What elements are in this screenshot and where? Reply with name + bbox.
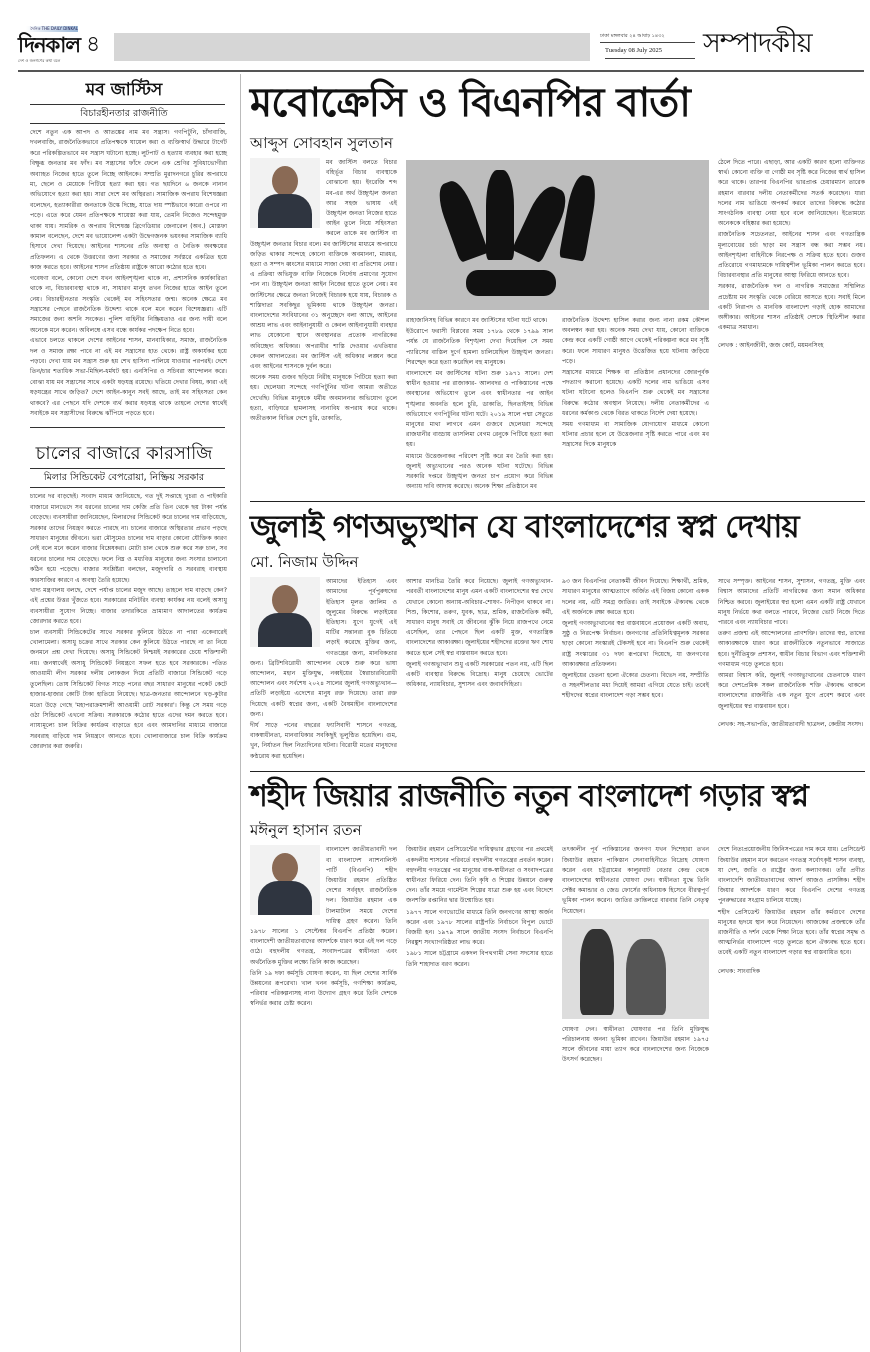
author-note: লেখক : আইনজীবী, জজ কোর্ট, ময়মনসিংহ [718,342,824,350]
editorial-body [30,128,227,419]
article-paragraph: বাংলাদেশে মব জাস্টিসের ঘটনা শুরু ১৯৭১ সালে। দেশ স্বাধীন হওয়ার পর রাজাকার- আলবদর ও পাকিস্তানের পক্ষে অবস্থানের অভিযোগ তুলে এবং স্বাধীনতার পর আইন শৃঙ্খলার অবনতি হলে চুরি, ডাকাতি, ছিনতাইসহ বিভিন্ন অভিযোগে গণপিটুনির ঘটনা ঘটে। ২০১৯ সালে পদ্মা সেতুতে মানুষের মাথা লাগবে এমন গুজবে ছেলেধরা সন্দেহে রাজধানীর বাড্ডায় তাসলিমা বেগম রেনুকে পিটিয়ে হত্যা করা হয়। [406,370,553,449]
subtitle-divider [30,487,225,488]
article-headline[interactable]: মবোক্রেসি ও বিএনপির বার্তা [250,80,690,126]
article-byline: মঈনুল হাসান রতন [250,821,362,840]
article-paragraph: মব জাস্টিস বলতে বিচার বহির্ভূত বিচার ব্যবস্থাকে বোঝানো হয়। ইংরেজি শব্দ মব-এর অর্থ উচ্ছৃঙ্খল জনতা আর সহজ ভাষায় এই উচ্ছৃঙ্খল জনতা নিজের হাতে আইন তুলে নিয়ে সহিংসতা করলে তাকে মব জাস্টিস বা উচ্ছৃঙ্খল জনতার বিচার বলে। মব জাস্টিসের মাধ্যমে অপরাধে জড়িত থাকার সন্দেহে কোনো ব্যক্তিকে অবমাননা, মারধর, হত্যা ও সম্পদ ধ্বংসের মাধ্যমে সাজা দেয়া বা প্রতিশোধ নেয়া। এ প্রক্রিয়া অভিযুক্ত ব্যক্তি নিজেকে নির্দোষ প্রমাণের সুযোগ পান না। উচ্ছৃঙ্খল জনতা আইন নিজের হাতে তুলে নেয়। মব জাস্টিসের ক্ষেত্রে জনতা নিজেই বিচারক হয়ে যায়, বিচারক ও শাস্তিদাতা সবকিছুর ভূমিকায় থাকে উচ্ছৃঙ্খল জনতা। বাংলাদেশের সংবিধানের ৩১ অনুচ্ছেদে বলা আছে, আইনের আশ্রয় লাভ এবং আইনানুযায়ী ও কেবল আইনানুযায়ী ব্যবহার লাভ যেকোনো স্থানে অবস্থানরত প্রত্যেক নাগরিকের অবিচ্ছেদ্য অধিকার। অপরাধীর শাস্তি দেওয়ার এখতিয়ার কেবল আদালতের। মব জাস্টিস এই অধিকার লঙ্ঘন করে এবং আইনের শাসনকে দুর্বল করে। [250,159,397,371]
mob-illustration [406,160,709,310]
logo-tag: দৈনিক THE DAILY DINKAL [26,26,78,32]
text-column [406,158,553,493]
article-paragraph: জুলাইয়ের চেতনা হলো ঐক্যের চেতনা। বিভেদ নয়, সম্প্রীতি ও সহনশীলতার মধ্য দিয়েই আমরা এগিয়ে যেতে চাই। তবেই শহীদদের স্বপ্নের বাংলাদেশ গড়া সম্ভব হবে। [562,672,709,700]
article-paragraph: রাজনৈতিক উদ্দেশ্য হাসিল করার জন্য নানা রকম কৌশল অবলম্বন করা হয়। অনেক সময় দেখা যায়, কোনো ব্যক্তিকে কেন্দ্র করে একটি গোষ্ঠী আগে থেকেই পরিকল্পনা করে মব সৃষ্টি করে। ফলে সাধারণ মানুষও উত্তেজিত হয়ে ঘটনায় জড়িয়ে পড়ে। [562,317,709,365]
article-paragraph: জিয়াউর রহমান প্রেসিডেন্টের দায়িত্বভার গ্রহণের পর প্রথমেই একদলীয় শাসনের পরিবর্তে বহুদলীয় গণতন্ত্রের প্রবর্তন করেন। বহুদলীয় গণতন্ত্রের পর মানুষের বাক-স্বাধীনতা ও সংবাদপত্রের স্বাধীনতা ফিরিয়ে দেন। তিনি কৃষি ও শিল্পের উন্নয়নে গুরুত্ব দেন। তাঁর সময়ে গার্মেন্টস শিল্পের যাত্রা শুরু হয় এবং বিদেশে জনশক্তি রপ্তানির দ্বার উন্মোচিত হয়। [406,846,553,905]
article-body [250,845,865,1066]
zia-photo [562,919,709,1019]
article-paragraph: জুলাই গণঅভ্যুত্থানের স্বপ্ন বাস্তবায়নে প্রয়োজন একটি অবাধ, সুষ্ঠু ও নিরপেক্ষ নির্বাচন। জনগণের প্রতিনিধিত্বমূলক সরকার ছাড়া কোনো সংস্কারই টেকসই হবে না। বিএনপি শুরু থেকেই রাষ্ট্র সংস্কারের ৩১ দফা রূপরেখা দিয়েছে, যা জনগণের আকাঙ্ক্ষার প্রতিফলন। [562,620,709,668]
author-note: লেখক: সাংবাদিক [718,967,761,975]
editorial-paragraph: খাদ্য মন্ত্রণালয় বলছে, দেশে পর্যাপ্ত চালের মজুদ আছে। তাহলে দাম বাড়ছে কেন? এই প্রশ্নের উত্তর খুঁজতে হবে। সরকারের মনিটরিং ব্যবস্থা কার্যকর নয় বলেই অসাধু ব্যবসায়ীরা সুযোগ নিচ্ছে। বাজার তদারকিতে ভ্রাম্যমাণ আদালতের কার্যক্রম জোরদার করতে হবে। [30,587,227,626]
article-paragraph: তরুণ প্রজন্ম এই আন্দোলনের প্রাণশক্তি। তাদের স্বপ্ন, তাদের আকাঙ্ক্ষাকে ধারণ করে রাজনীতিকে নতুনভাবে সাজাতে হবে। দুর্নীতিমুক্ত প্রশাসন, স্বাধীন বিচার বিভাগ এবং শক্তিশালী গণমাধ্যম গড়ে তুলতে হবে। [718,630,865,668]
date-bangla: ঢাকা মঙ্গলবার ২৪ আষাঢ় ১৪৩২ [600,32,695,43]
article-headline[interactable]: জুলাই গণঅভ্যুত্থান যে বাংলাদেশের স্বপ্ন দেখায় [250,509,799,546]
article-paragraph: তিনি ১৯ দফা কর্মসূচি ঘোষণা করেন, যা ছিল দেশের সার্বিক উন্নয়নের রূপরেখা। খাল খনন কর্মসূচি, গণশিক্ষা কার্যক্রম, পরিবার পরিকল্পনাসহ নানা উদ্যোগ গ্রহণ করে তিনি দেশকে স্বনির্ভর করার চেষ্টা করেন। [250,969,397,1008]
article-paragraph: সাথে সম্পৃক্ত। আইনের শাসন, সুশাসন, গণতন্ত্র, মুক্তি এবং বিশ্বাস আমাদের প্রতিটি নাগরিকের জন্য সমান অধিকার নিশ্চিত করবে। জুলাইয়ের স্বপ্ন হলো এমন একটি রাষ্ট্র যেখানে মানুষ নির্ভয়ে কথা বলতে পারবে, নিজের ভোট নিজে দিতে পারবে এবং ন্যায়বিচার পাবে। [718,578,865,627]
text-column [250,158,397,425]
text-column [250,577,397,763]
text-column [406,845,553,970]
article-paragraph: রাহাজানিসহ বিভিন্ন কারণে মব জাস্টিসের ঘটনা ঘটে থাকে। [406,317,548,324]
text-column [562,845,709,1066]
editorial-subtitle: মিলার সিন্ডিকেট বেপরোয়া, নিষ্ক্রিয় সরকার [43,472,205,484]
article-paragraph: আমরা বিশ্বাস করি, জুলাই গণঅভ্যুত্থানের চেতনাকে ধারণ করে দেশপ্রেমিক সকল রাজনৈতিক শক্তি ঐক্যবদ্ধ থাকলে বাংলাদেশের রাজনীতি এক নতুন যুগে প্রবেশ করবে এবং জুলাইয়ের স্বপ্ন বাস্তবায়ন হবে। [718,672,865,710]
article-body [250,158,865,493]
text-column [406,577,553,691]
author-photo [250,845,320,915]
text-column [718,845,865,976]
editorial-body [30,492,227,752]
editorial-paragraph: চালের দর বাড়ছেই। সংবাদ মাধ্যম জানিয়েছে, গত দুই সপ্তাহে খুচরা ও পাইকারি বাজারে মানভেদে সব ধরনের চালের দাম কেজি প্রতি তিন থেকে ছয় টাকা পর্যন্ত বেড়েছে। ব্যবসায়ীরা জানিয়েছেন, মিলারদের সিন্ডিকেট করে চালের দাম বাড়িয়েছে, সরকার তাদের নিয়ন্ত্রণ করতে পারছে না। চালের বাজারে অস্থিরতার প্রভাব পড়ছে সাধারণ মানুষের জীবনে। ভরা মৌসুমেও চালের দাম বাড়ার কোনো যৌক্তিক কারণ নেই বলে মনে করেন বাজার বিশ্লেষকরা। মোটা চাল থেকে শুরু করে সরু চাল, সব ধরনের চালের দাম বেড়েছে। ফলে নিম্ন ও মধ্যবিত্ত মানুষের জন্য সংসার চালানো কঠিন হয়ে পড়েছে। বাজার সংশ্লিষ্টরা বলছেন, মজুদদারি ও সরবরাহ ব্যবস্থায় কারসাজির কারণে এ অবস্থা তৈরি হয়েছে। [30,493,228,584]
editorial-paragraph: গবেষণা বলে, কোনো দেশে যখন আইনশৃঙ্খলা থাকে না, প্রশাসনিক কার্যকারিতা থাকে না, বিচারব্যবস্থা থাকে না, সাধারণ মানুষ তখন নিজের হাতে আইন তুলে নেয়। বিচারহীনতার সংস্কৃতি থেকেই মব সহিংসতার জন্ম। অনেক ক্ষেত্রে মব সন্ত্রাসের পেছনে রাজনৈতিক উদ্দেশ্য থাকে বলে মনে করেন বিশেষজ্ঞরা। এটি সমাজের জন্য অশনি সংকেত। পুলিশ বাহিনীর নিষ্ক্রিয়তাও এর জন্য দায়ী বলে অনেকে মনে করেন। অবিলম্বে এসব বন্ধে কার্যকর পদক্ষেপ নিতে হবে। [30,274,227,334]
author-photo [250,577,320,647]
article-paragraph: বাংলাদেশ জাতীয়তাবাদী দল বা বাংলাদেশ ন্যাশনালিস্ট পার্টি (বিএনপি) শহীদ জিয়াউর রহমান প্রতিষ্ঠিত দেশের সর্ববৃহৎ রাজনৈতিক দল। জিয়াউর রহমান এক টালমাটাল সময়ে দেশের দায়িত্ব গ্রহণ করেন। তিনি ১৯৭৮ সালের ১ সেপ্টেম্বর বিএনপি প্রতিষ্ঠা করেন। বাংলাদেশী জাতীয়তাবাদের আদর্শকে ধারণ করে এই দল গড়ে ওঠে। বহুদলীয় গণতন্ত্র, সংবাদপত্রের স্বাধীনতা এবং অর্থনৈতিক মুক্তির লক্ষ্যে তিনি কাজ করেছেন। [250,846,397,966]
text-column [718,158,865,352]
header-divider [18,70,864,72]
title-divider [30,104,225,105]
article-paragraph: সময় গণমাধ্যম বা সামাজিক যোগাযোগ মাধ্যমে কোনো ঘটনার প্রচার হলে যে উত্তেজনার সৃষ্টি করতে পারে এবং মব সন্ত্রাসের দিকে মানুষকে [562,421,709,449]
article-paragraph: ঠেলে দিতে পারে। এছাড়া, আর একটি কারণ হলো ব্যক্তিগত স্বার্থ। কোনো ব্যক্তি বা গোষ্ঠী মব সৃষ্টি করে নিজের স্বার্থ হাসিল করে থাকে। তারপর বিএনপির ভারপ্রাপ্ত চেয়ারম্যান তারেক রহমান বারবার দলীয় নেতাকর্মীদের সতর্ক করেছেন। যারা দলের নাম ভাঙিয়ে অপকর্ম করবে তাদের বিরুদ্ধে কঠোর সাংগঠনিক ব্যবস্থা নেয়া হবে বলে জানিয়েছেন। ইতোমধ্যে অনেককে বহিষ্কার করা হয়েছে। [718,159,865,228]
article-paragraph: আমাদের ইতিহাস এবং আমাদের পূর্বপুরুষদের ইতিহাস মূলত জালিম ও জুলুমের বিরুদ্ধে লড়াইয়ের ইতিহাস। যুগে যুগেই এই মাটির সন্তানরা বুক চিতিয়ে লড়াই করেছে মুক্তির জন্য, গণতন্ত্রের জন্য, মানবিকতার জন্য। ব্রিটিশবিরোধী আন্দোলন থেকে শুরু করে ভাষা আন্দোলন, মহান মুক্তিযুদ্ধ, নব্বইয়ের স্বৈরাচারবিরোধী আন্দোলন এবং সর্বশেষ ২০২৪ সালের জুলাই গণঅভ্যুত্থান—প্রতিটি লড়াইয়ে এদেশের মানুষ রক্ত দিয়েছে। তারা রক্ত দিয়েছে একটি স্বপ্নের জন্য, একটি বৈষম্যহীন বাংলাদেশের জন্য। [250,578,397,718]
article-divider [250,501,865,502]
author-photo [250,158,320,228]
ad-placeholder [114,33,590,61]
article-paragraph: ১৯৮১ সালে চট্টগ্রামে একদল বিপথগামী সেনা সদস্যের হাতে তিনি শাহাদাত বরণ করেন। [406,950,553,968]
article-byline: মো. নিজাম উদ্দিন [250,553,359,572]
text-column [250,845,397,1010]
page-number: ৪ [86,32,101,57]
main-articles [250,78,865,1067]
article-body [250,577,865,763]
article-byline: আব্দুস সোবহান সুলতান [250,134,393,152]
article-paragraph: মাধ্যমে উত্তেজনাকর পরিবেশ সৃষ্টি করে মব তৈরি করা হয়। জুলাই অভ্যুত্থানের পরও অনেক ঘটনা ঘটেছে। বিভিন্ন সরকারি দপ্তরে উচ্ছৃঙ্খল জনতা চাপ প্রয়োগ করে বিভিন্ন অন্যায় দাবি আদায় করেছে। অনেক শিক্ষা প্রতিষ্ঠানে মব [406,452,553,491]
article-headline[interactable]: শহীদ জিয়ার রাজনীতি নতুন বাংলাদেশ গড়ার স্বপ্ন [250,778,808,814]
logo-text: দিনকাল [18,32,81,57]
text-column [718,577,865,730]
article-paragraph: ইউরোপে ফরাসী বিপ্লবের সময় ১৭৮৯ থেকে ১৭৯৯ সাল পর্যন্ত যে রাজনৈতিক বিশৃঙ্খলা দেখা দিয়েছিল সে সময় প্যারিসের বাস্তিল দুর্গে হামলা চালিয়েছিল উচ্ছৃঙ্খল জনতা। শিরশ্ছেদ করে হত্যা করেছিল বহু মানুষকে। [406,328,553,366]
article-paragraph: জুলাই গণঅভ্যুত্থান শুধু একটি সরকারের পতন নয়, এটি ছিল একটি ব্যবস্থার বিরুদ্ধে বিদ্রোহ। মানুষ চেয়েছে ভোটের অধিকার, ন্যায়বিচার, সুশাসন এবং জবাবদিহিতা। [406,660,553,689]
article-divider [250,771,865,772]
editorial-paragraph: চাল ব্যবসায়ী সিন্ডিকেটের সাথে সরকার কুলিয়ে উঠতে না পারা একেবারেই খোলামেলা। অসাধু চক্রের সাথে সরকার কেন কুলিয়ে উঠতে পারছে না তা নিয়ে জনমনে প্রশ্ন দেখা দিয়েছে। অসাধু সিন্ডিকেট নিশ্চয়ই সরকারের চেয়ে শক্তিশালী নয়। জনস্বার্থেই অসাধু সিন্ডিকেট নিয়ন্ত্রণে সফল হতে হবে সরকারকে। পতিত আওয়ামী লীগ সরকার দলীয় লোকজন দিয়ে প্রতিটি বাজারে সিন্ডিকেট গড়ে তুলেছিল। তোষ সিন্ডিকেট বিগত সাড়ে পনের বছর সাধারণ মানুষের পকেট কেটে হাজার-হাজার কোটি টাকা হাতিয়ে নিয়েছে। ছাত্র-জনতার আন্দোলনে খড়-কুটার মতো উড়ে গেছে 'মহাপরাক্রমশালী আওয়ামী রোট সরকার'। কিন্তু সে সময় গড়ে ওঠা সিন্ডিকেট এখনো সক্রিয়। সরকারকে কঠোর হাতে এদের দমন করতে হবে। ন্যায্যমূল্যে চাল বিক্রির কার্যক্রম বাড়াতে হবে এবং আমদানির মাধ্যমে বাজারে সরবরাহ বাড়িয়ে দাম নিয়ন্ত্রণে আনতে হবে। খোলাবাজারে চাল বিক্রি কার্যক্রম জোরদার করা জরুরি। [30,628,227,751]
editorial-divider [30,427,225,428]
editorial-gap [18,430,230,442]
article-paragraph: দেশে নিত্যপ্রয়োজনীয় জিনিসপত্রের দাম কমে যায়। প্রেসিডেন্ট জিয়াউর রহমান মনে করতেন গণতন্ত্র সর্বোৎকৃষ্ট শাসন ব্যবস্থা, যা দেশ, জাতি ও রাষ্ট্রের জন্য কল্যাণকর। তাঁর প্রণীত বাংলাদেশি জাতীয়তাবাদের আদর্শ আজও প্রাসঙ্গিক। শহীদ জিয়ার আদর্শকে ধারণ করে বিএনপি দেশের গণতন্ত্র পুনরুদ্ধারের সংগ্রাম চালিয়ে যাচ্ছে। [718,846,865,905]
article-paragraph: অনেক সময় গুজব ছড়িয়ে নিরীহ মানুষকে পিটিয়ে হত্যা করা হয়। ছেলেধরা সন্দেহে গণপিটুনির ঘটনা আমরা অতীতে দেখেছি। বিভিন্ন মানুষকে ধর্মীয় অবমাননার অভিযোগ তুলে হত্যা, বাড়িঘরে হামলাসহ নানাবিধ অপরাধ করে থাকে। অতীতকাল বিভিন্ন দেশে চুরি, ডাকাতি, [250,374,397,423]
logo-slogan: দেশ ও জনগণের কথা বলে [18,58,61,63]
section-title: সম্পাদকীয় [703,28,812,59]
article-paragraph: রাজনৈতিক সচেতনতা, আইনের শাসন এবং গণতান্ত্রিক মূল্যবোধের চর্চা ছাড়া মব সন্ত্রাস বন্ধ করা সম্ভব নয়। আইনশৃঙ্খলা বাহিনীকে নিরপেক্ষ ও সক্রিয় হতে হবে। গুজব প্রতিরোধে গণমাধ্যমকে দায়িত্বশীল ভূমিকা পালন করতে হবে। বিচারব্যবস্থার প্রতি মানুষের আস্থা ফিরিয়ে আনতে হবে। [718,231,865,280]
editorial-paragraph: দেশে নতুন এক আপদ ও আতঙ্কের নাম মব সন্ত্রাস। গণপিটুনি, চাঁদাবাজি, দখলবাজি, রাজনৈতিকভাবে প্রতিপক্ষকে ঘায়েল করা ও ব্যক্তিস্বার্থ উদ্ধারে টার্গেট করে পরিকল্পিতভাবে মব সন্ত্রাস ঘটানো হচ্ছে। লুটপাট ও হত্যায় ব্যবহার করা হচ্ছে বিক্ষুব্ধ জনতার মব ফাঁদ। মব সন্ত্রাসের ফাঁদে ফেলে এক শ্রেণির সুবিধাভোগীরা অব্যাহত নিজের হাতে তুলে নিচ্ছে আইনকে। সম্প্রতি মুরাদনগরে চুরির অপরাধে মা, ছেলে ও মেয়েকে পিটিয়ে হত্যা করা হয়। গত ছয়দিনে ৬ জনকে নানান অভিযোগে হত্যা করা হয়। সারা দেশে মব অস্থিরতা। সামাজিক অপরাধ বিশেষজ্ঞরা বলেছেন, হত্যাকারীরা জনতাকে উস্কে দিচ্ছে, যাতে দায় স্পষ্টভাবে কারো ওপরে না পড়ে। এতে করে যেমন প্রতিপক্ষকে শায়েস্তা করা যায়, তেমনি নিজেও সন্দেহমুক্ত থাকা যায়। সামরিক ও অপরাধ বিশেষজ্ঞ ব্রিগেডিয়ার জেনারেল (অব.) মোস্তফা কামাল বলেছেন, দেশে মব ভায়োলেন্স একটা উদ্বেগজনক ভয়ংকর সামাজিক ব্যাধি হিসাবে দেখা দিয়েছে। আইনের শাসনের প্রতি অনাস্থা ও নৈতিক অবক্ষয়ের প্রতিফলন। এ থেকে উত্তরণের জন্য সরকার ও সমাজের সর্বস্তরে একত্রিত হয়ে কাজ করতে হবে। আইনের শাসন প্রতিষ্ঠায় রাষ্ট্রকে আরো কঠোর হতে হবে। [30,129,227,272]
article-paragraph: দীর্ঘ সাড়ে পনের বছরের ফ্যাসিবাদী শাসনে গণতন্ত্র, বাকস্বাধীনতা, মানবাধিকার সবকিছুই ভূলুণ্ঠিত হয়েছিল। গুম, খুন, নির্যাতন ছিল নিত্যদিনের ঘটনা। বিরোধী মতের মানুষদের কণ্ঠরোধ করা হয়েছিল। [250,722,397,760]
title-divider [30,468,225,469]
editorial-title: চালের বাজারে কারসাজি [35,443,213,465]
article-paragraph: ঘোষণা দেন। স্বাধীনতা ঘোষণার পর তিনি মুক্তিযুদ্ধ পরিচালনায় অনন্য ভূমিকা রাখেন। জিয়াউর রহমান ১৯৭৫ সালে জীবনের মায়া ত্যাগ করে বাংলাদেশের জন্য নিজেকে উৎসর্গ করেছেন। [562,1025,709,1064]
article-paragraph: সন্ত্রাসের মাধ্যমে শিক্ষক বা প্রতিষ্ঠান প্রধানদের জোরপূর্বক পদত্যাগ করানো হয়েছে। একটি দলের নাম ভাঙিয়ে এসব ঘটনা ঘটানো হলেও বিএনপি শুরু থেকেই মব সন্ত্রাসের বিরুদ্ধে কঠোর অবস্থান নিয়েছে। দলীয় নেতাকর্মীদের এ ধরনের কর্মকাণ্ড থেকে বিরত থাকতে নির্দেশ দেয়া হয়েছে। [562,369,709,417]
subtitle-divider [30,123,225,124]
article-paragraph: আশার মানচিত্র তৈরি করে নিয়েছে। জুলাই গণঅভ্যুত্থান-পরবর্তী বাংলাদেশের মানুষ এমন একটি বাংলাদেশের স্বপ্ন দেখে যেখানে কোনো অন্যায়-অবিচার-শোষণ- নিপীড়ন থাকবে না। শিশু, কিশোর, তরুণ, যুবক, ছাত্র, শ্রমিক, রাজনৈতিক কর্মী, সাধারণ মানুষ সবাই যে জীবনের ঝুঁকি নিয়ে রাজপথে নেমে এসেছিল, তার পেছনে ছিল একটি মুক্ত, গণতান্ত্রিক বাংলাদেশের আকাঙ্ক্ষা। জুলাইয়ের শহীদদের রক্তের ঋণ শোধ করতে হলে সেই স্বপ্ন বাস্তবায়ন করতে হবে। [406,578,553,657]
article-paragraph: তৎকালীন পূর্ব পাকিস্তানের জনগণ যখন দিশেহারা তখন জিয়াউর রহমান পাকিস্তান সেনাবাহিনীতে বিদ্রোহ ঘোষণা করেন এবং চট্টগ্রামের কালুরঘাট বেতার কেন্দ্র থেকে বাংলাদেশের স্বাধীনতার ঘোষণা দেন। স্বাধীনতা যুদ্ধে তিনি সেক্টর কমান্ডার ও জেড ফোর্সের অধিনায়ক হিসেবে বীরত্বপূর্ণ ভূমিকা পালন করেন। জাতির ক্রান্তিলগ্নে বারবার তিনি নেতৃত্ব দিয়েছেন। [562,846,709,915]
article-paragraph: ৯৩ জন বিএনপির নেতাকর্মী জীবন দিয়েছে। শিক্ষার্থী, শ্রমিক, সাধারণ মানুষের আত্মত্যাগে অর্জিত এই বিজয় কোনো একক দলের নয়, এটি সমগ্র জাতির। তাই সবাইকে ঐক্যবদ্ধ থেকে এই অর্জনকে রক্ষা করতে হবে। [562,578,709,616]
editorial-subtitle: বিচারহীনতার রাজনীতি [80,108,168,119]
article-paragraph: ১৯৭৭ সালে গণভোটের মাধ্যমে তিনি জনগণের আস্থা অর্জন করেন এবং ১৯৭৮ সালের রাষ্ট্রপতি নির্বাচনে বিপুল ভোটে বিজয়ী হন। ১৯৭৯ সালে জাতীয় সংসদ নির্বাচনে বিএনপি নিরঙ্কুশ সংখ্যাগরিষ্ঠতা লাভ করে। [406,908,553,947]
date-english: Tuesday 08 July 2025 [605,46,695,59]
column-divider [240,74,241,1352]
sidebar [18,78,230,753]
author-note: লেখক: সহ-সভাপতি, জাতীয়তাবাদী ছাত্রদল, কেন্দ্রীয় সংসদ। [718,720,864,728]
masthead-brand [18,26,108,70]
article-paragraph: শহীদ প্রেসিডেন্ট জিয়াউর রহমান তাঁর কর্মগুণে দেশের মানুষের হৃদয়ে স্থান করে নিয়েছেন। আজকের প্রজন্মকে তাঁর রাজনীতি ও দর্শন থেকে শিক্ষা নিতে হবে। তাঁর স্বপ্নের সমৃদ্ধ ও আত্মনির্ভর বাংলাদেশ গড়ে তুলতে হলে ঐক্যবদ্ধ হতে হবে। তবেই একটি নতুন বাংলাদেশ গড়ার স্বপ্ন বাস্তবায়িত হবে। [718,908,865,957]
editorial-paragraph: এভাবে চলতে থাকলে দেশের আইনের শাসন, মানবাধিকার, সমাজ, রাজনৈতিক দল ও সমাজ রক্ষা পাবে না এই মব সন্ত্রাসের হাত থেকে। রাষ্ট্র অকার্যকর হয়ে পড়বে। দেখা যায় মব সন্ত্রাস শুরু হয় শেখ হাসিনা পালিয়ে যাওয়ার পরপরই। দেশে তিন/চার শতাধিক সভা-মিছিল-ধর্মঘট হয়। এনসিপির ও সচিবরা আন্দোলন করে। বোঝা যায় মব সন্ত্রাসের সাথে একটা ষড়যন্ত্র রয়েছে। খতিয়ে দেখার বিষয়, কারা এই ষড়যন্ত্রের সাথে জড়িত? দেশে আইন-কানুন সবই আছে, তাই মব সহিংসতা কেন থাকবে? এর পেছনে যদি দেশকে ব্যর্থ করার ষড়যন্ত্র থাকে তাহলে দেশের স্বার্থেই সবাইকে মব সন্ত্রাসীদের বিরুদ্ধে ঝাঁপিয়ে পড়তে হবে। [30,337,227,417]
editorial-title: মব জাস্টিস [85,80,163,100]
article-paragraph: সরকার, রাজনৈতিক দল ও নাগরিক সমাজের সম্মিলিত প্রচেষ্টায় মব সংস্কৃতি থেকে বেরিয়ে আসতে হবে। সবাই মিলে একটি নিরাপদ ও মানবিক বাংলাদেশ গড়াই হোক আমাদের অঙ্গীকার। আইনের শাসন প্রতিষ্ঠাই দেশকে স্থিতিশীল করার একমাত্র সমাধান। [718,283,865,332]
text-column [562,577,709,702]
newspaper-logo[interactable] [18,26,80,68]
